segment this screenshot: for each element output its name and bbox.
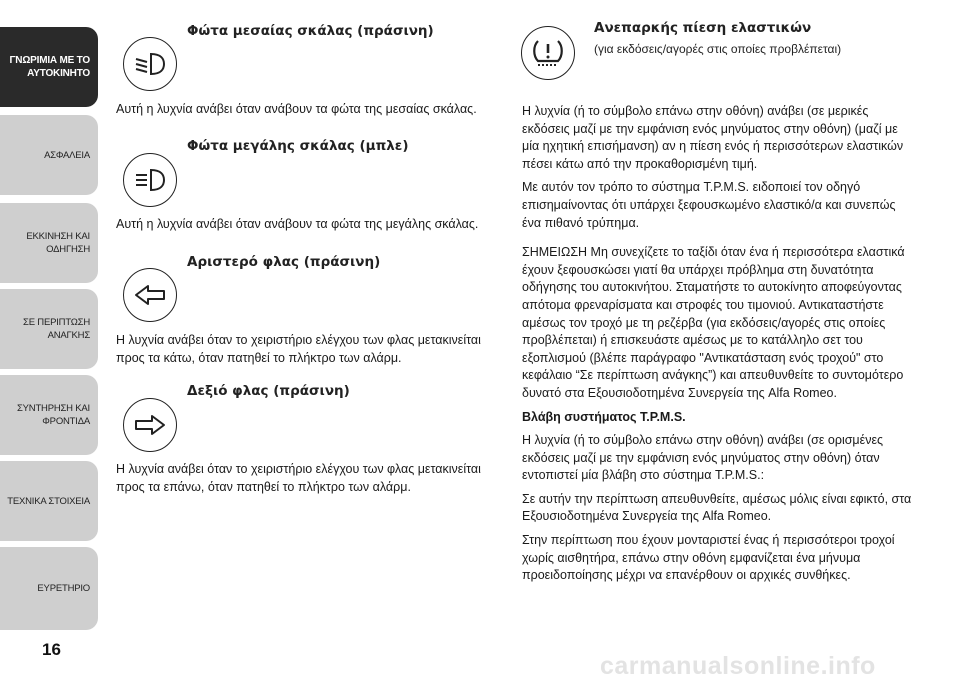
left-indicator-title: Αριστερό φλας (πράσινη) [187, 254, 381, 270]
tab-emergency[interactable]: ΣΕ ΠΕΡΙΠΤΩΣΗ ΑΝΑΓΚΗΣ [0, 289, 98, 369]
note-paragraph: ΣΗΜΕΙΩΣΗ Μη συνεχίζετε το ταξίδι όταν ένα ή περισσότερα ελαστικά έχουν ξεφουσκώσει γιατί θα υπάρχει πρόβλημα στη δυνατότητα οδήγησης του αυτοκινήτου. Σταματήστε το αυτοκίνητο αποφεύγοντας απότομα φρεναρίσματα και στροφές του τιμονιού. Αντικαταστήστε αμέσως τον τροχό με τη ρεζέρβα (για εκδόσεις/αγορές στις οποίες προβλέπεται) ή επισκευάστε αμέσως με το κατάλληλο σετ του εξοπλισμού (βλέπε παράγραφο "Αντικατάσταση ενός τροχού" στο κεφάλαιο “Σε περίπτωση ανάγκης”) και απευθυνθείτε το συντομότερο δυνατό στα Εξουσιοδοτημένα Συνεργεία της Alfa Romeo. [522, 245, 905, 400]
tyre-pressure-body [522, 103, 912, 591]
tyre-pressure-title: Ανεπαρκής πίεση ελαστικών [594, 20, 812, 36]
paragraph: Στην περίπτωση που έχουν μονταριστεί ένας ή περισσότεροι τροχοί χωρίς αισθητήρα, επάνω στην οθόνη εμφανίζεται ένα μήνυμα προειδοποίησης μέχρι να επανέρθουν οι αρχικές συνθήκες. [522, 533, 895, 583]
page-number: 16 [42, 640, 61, 659]
dipped-beam-icon [123, 37, 177, 91]
left-arrow-icon [123, 268, 177, 322]
tpms-failure-title: Βλάβη συστήματος T.P.M.S. [522, 409, 686, 424]
dipped-beam-text: Αυτή η λυχνία ανάβει όταν ανάβουν τα φώτα της μεσαίας σκάλας. [116, 102, 477, 116]
tyre-pressure-subtitle: (για εκδόσεις/αγορές στις οποίες προβλέπεται) [594, 42, 842, 56]
tab-technical-data[interactable]: ΤΕΧΝΙΚΑ ΣΤΟΙΧΕΙΑ [0, 461, 98, 541]
right-indicator-title: Δεξιό φλας (πράσινη) [187, 383, 350, 399]
tyre-pressure-icon [521, 26, 575, 80]
tab-index[interactable]: ΕΥΡΕΤΗΡΙΟ [0, 547, 98, 630]
main-beam-title: Φώτα μεγάλης σκάλας (μπλε) [187, 138, 409, 154]
dipped-beam-title: Φώτα μεσαίας σκάλας (πράσινη) [187, 23, 434, 39]
right-indicator-text: Η λυχνία ανάβει όταν το χειριστήριο ελέγχου των φλας μετακινείται προς τα επάνω, όταν πατηθεί το πλήκτρο των αλάρμ. [116, 462, 481, 494]
paragraph: Με αυτόν τον τρόπο το σύστημα T.P.M.S. ειδοποιεί τον οδηγό επισημαίνοντας ότι υπάρχει ξεφουσκωμένο ελαστικό/α και συνεπώς ένα πιθανό τρύπημα. [522, 180, 896, 230]
left-indicator-text: Η λυχνία ανάβει όταν το χειριστήριο ελέγχου των φλας μετακινείται προς τα κάτω, όταν πατηθεί το πλήκτρο των αλάρμ. [116, 333, 481, 365]
paragraph: Η λυχνία (ή το σύμβολο επάνω στην οθόνη) ανάβει (σε ορισμένες εκδόσεις μαζί με την εμφάνιση ενός μηνύματος στην οθόνη) όταν εντοπιστεί μία βλάβη στο σύστημα T.P.M.S.: [522, 433, 884, 483]
tab-maintenance[interactable]: ΣΥΝΤΗΡΗΣΗ ΚΑΙ ΦΡΟΝΤΙΔΑ [0, 375, 98, 455]
tab-starting-driving[interactable]: ΕΚΚΙΝΗΣΗ ΚΑΙ ΟΔΗΓΗΣΗ [0, 203, 98, 283]
main-beam-icon [123, 153, 177, 207]
paragraph: Σε αυτήν την περίπτωση απευθυνθείτε, αμέσως μόλις είναι εφικτό, στα Εξουσιοδοτημένα Συνεργεία της Alfa Romeo. [522, 491, 912, 524]
paragraph: Η λυχνία (ή το σύμβολο επάνω στην οθόνη) ανάβει (σε μερικές εκδόσεις μαζί με την εμφάνιση ενός μηνύματος στην οθόνη) (μαζί με μία ηχητική επισήμανση) αν η πίεση ενός ή περισσότερων ελαστικών πέσει κάτω από την προκαθορισμένη τιμή. [522, 104, 904, 171]
watermark: carmanualsonline.info [600, 652, 876, 680]
tab-getting-to-know[interactable]: ΓΝΩΡΙΜΙΑ ΜΕ ΤΟ ΑΥΤΟΚΙΝΗΤΟ [0, 27, 98, 107]
tab-safety[interactable]: ΑΣΦΑΛΕΙΑ [0, 115, 98, 195]
main-beam-text: Αυτή η λυχνία ανάβει όταν ανάβουν τα φώτα της μεγάλης σκάλας. [116, 217, 479, 231]
right-arrow-icon [123, 398, 177, 452]
